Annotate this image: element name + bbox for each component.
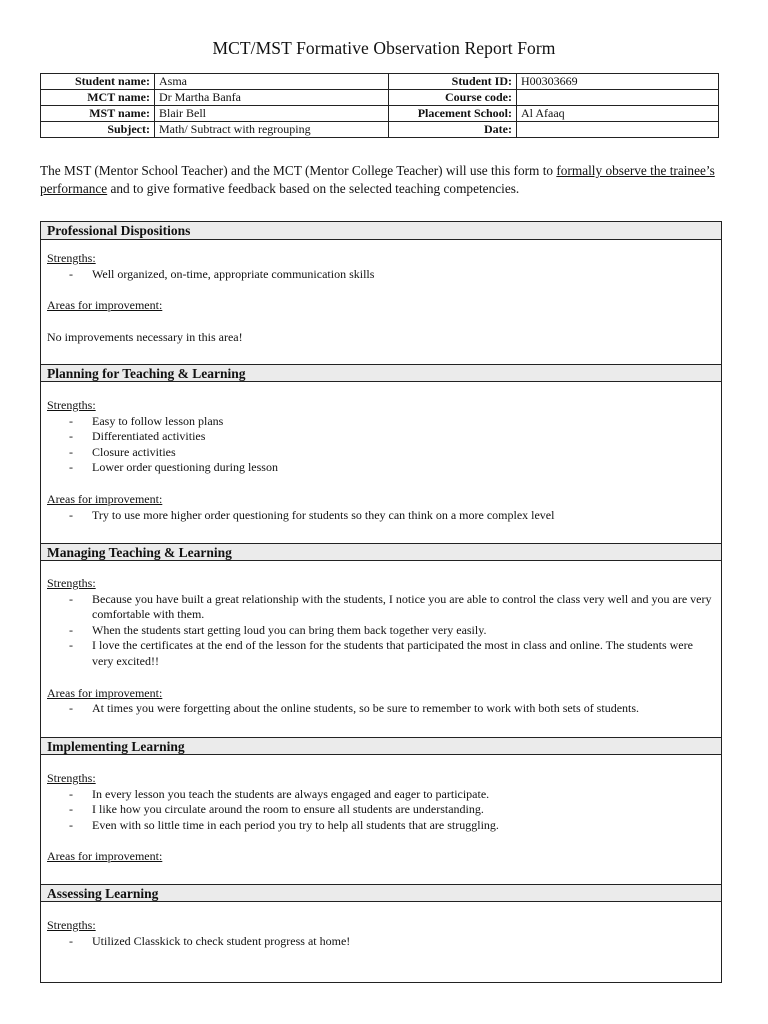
list-item: - When the students start getting loud you can bring them back together very easily.: [47, 623, 713, 639]
course-code-label: Course code:: [389, 90, 517, 106]
intro-text-2: and to give formative feedback based on the selected teaching competencies.: [107, 181, 520, 196]
feedback-sections: [40, 221, 722, 983]
improvement-text: No improvements necessary in this area!: [47, 329, 243, 344]
course-code-value: [517, 90, 719, 106]
strengths-list: [47, 414, 713, 476]
section-assessing: [41, 884, 721, 982]
list-item: - Well organized, on-time, appropriate communication skills: [47, 267, 713, 283]
list-item: - Utilized Classkick to check student progress at home!: [47, 934, 713, 950]
list-item: - Try to use more higher order questioning for students so they can think on a more complex level: [47, 508, 713, 524]
info-row: [41, 122, 719, 138]
strengths-label: Strengths:: [47, 251, 96, 265]
placement-school-label: Placement School:: [389, 106, 517, 122]
strengths-label: Strengths:: [47, 398, 96, 412]
section-title: Implementing Learning: [41, 737, 721, 755]
subject-value: Math/ Subtract with regrouping: [155, 122, 389, 138]
section-title: Planning for Teaching & Learning: [41, 364, 721, 382]
list-item: - Closure activities: [47, 445, 713, 461]
date-value: [517, 122, 719, 138]
areas-label: Areas for improvement:: [47, 491, 163, 506]
list-item: - Differentiated activities: [47, 429, 713, 445]
strengths-list: [47, 787, 713, 834]
student-name-value: Asma: [155, 74, 389, 90]
list-item: - In every lesson you teach the students are always engaged and eager to participate.: [47, 787, 713, 803]
section-title: Managing Teaching & Learning: [41, 543, 721, 561]
areas-label: Areas for improvement:: [47, 298, 163, 313]
intro-text-1: The MST (Mentor School Teacher) and the MCT (Mentor College Teacher) will use this form to: [40, 163, 557, 178]
section-body: [47, 576, 713, 717]
list-item: - At times you were forgetting about the online students, so be sure to remember to work with both sets of students.: [47, 701, 713, 717]
info-row: [41, 90, 719, 106]
section-body: [47, 918, 713, 949]
student-id-value: H00303669: [517, 74, 719, 90]
student-info-table: [40, 73, 719, 138]
list-item: - Easy to follow lesson plans: [47, 414, 713, 430]
student-name-label: Student name:: [41, 74, 155, 90]
subject-label: Subject:: [41, 122, 155, 138]
section-body: [47, 398, 713, 523]
strengths-label: Strengths:: [47, 771, 96, 785]
mct-name-label: MCT name:: [41, 90, 155, 106]
mst-name-value: Blair Bell: [155, 106, 389, 122]
section-body: [47, 771, 713, 865]
section-body: [47, 251, 713, 345]
section-managing: [41, 543, 721, 737]
list-item: - Even with so little time in each period you try to help all students that are struggling.: [47, 818, 713, 834]
placement-school-value: Al Afaaq: [517, 106, 719, 122]
strengths-list: [47, 267, 713, 283]
strengths-list: [47, 592, 713, 670]
section-implementing: [41, 737, 721, 884]
section-title: Professional Dispositions: [41, 222, 721, 240]
strengths-label: Strengths:: [47, 918, 96, 932]
improvements-list: [47, 701, 713, 717]
list-item: - Because you have built a great relationship with the students, I notice you are able to control the class very well and you are very comfortable with them.: [47, 592, 713, 623]
info-row: [41, 106, 719, 122]
mct-name-value: Dr Martha Banfa: [155, 90, 389, 106]
areas-label: Areas for improvement:: [47, 685, 163, 700]
list-item: - Lower order questioning during lesson: [47, 460, 713, 476]
student-id-label: Student ID:: [389, 74, 517, 90]
intro-paragraph: [40, 162, 730, 198]
intro-underlined-text: formally observe the trainee’s performance: [40, 163, 715, 196]
list-item: - I like how you circulate around the room to ensure all students are understanding.: [47, 802, 713, 818]
mst-name-label: MST name:: [41, 106, 155, 122]
list-item: - I love the certificates at the end of the lesson for the students that participated the most in class and online. The students were very excited!!: [47, 638, 713, 669]
page-title: MCT/MST Formative Observation Report Form: [212, 38, 556, 58]
section-planning: [41, 364, 721, 543]
section-title: Assessing Learning: [41, 884, 721, 902]
strengths-list: [47, 934, 713, 950]
section-professional-dispositions: [41, 222, 721, 364]
areas-label: Areas for improvement:: [47, 849, 163, 864]
info-row: [41, 74, 719, 90]
improvements-list: [47, 508, 713, 524]
strengths-label: Strengths:: [47, 576, 96, 590]
date-label: Date:: [389, 122, 517, 138]
